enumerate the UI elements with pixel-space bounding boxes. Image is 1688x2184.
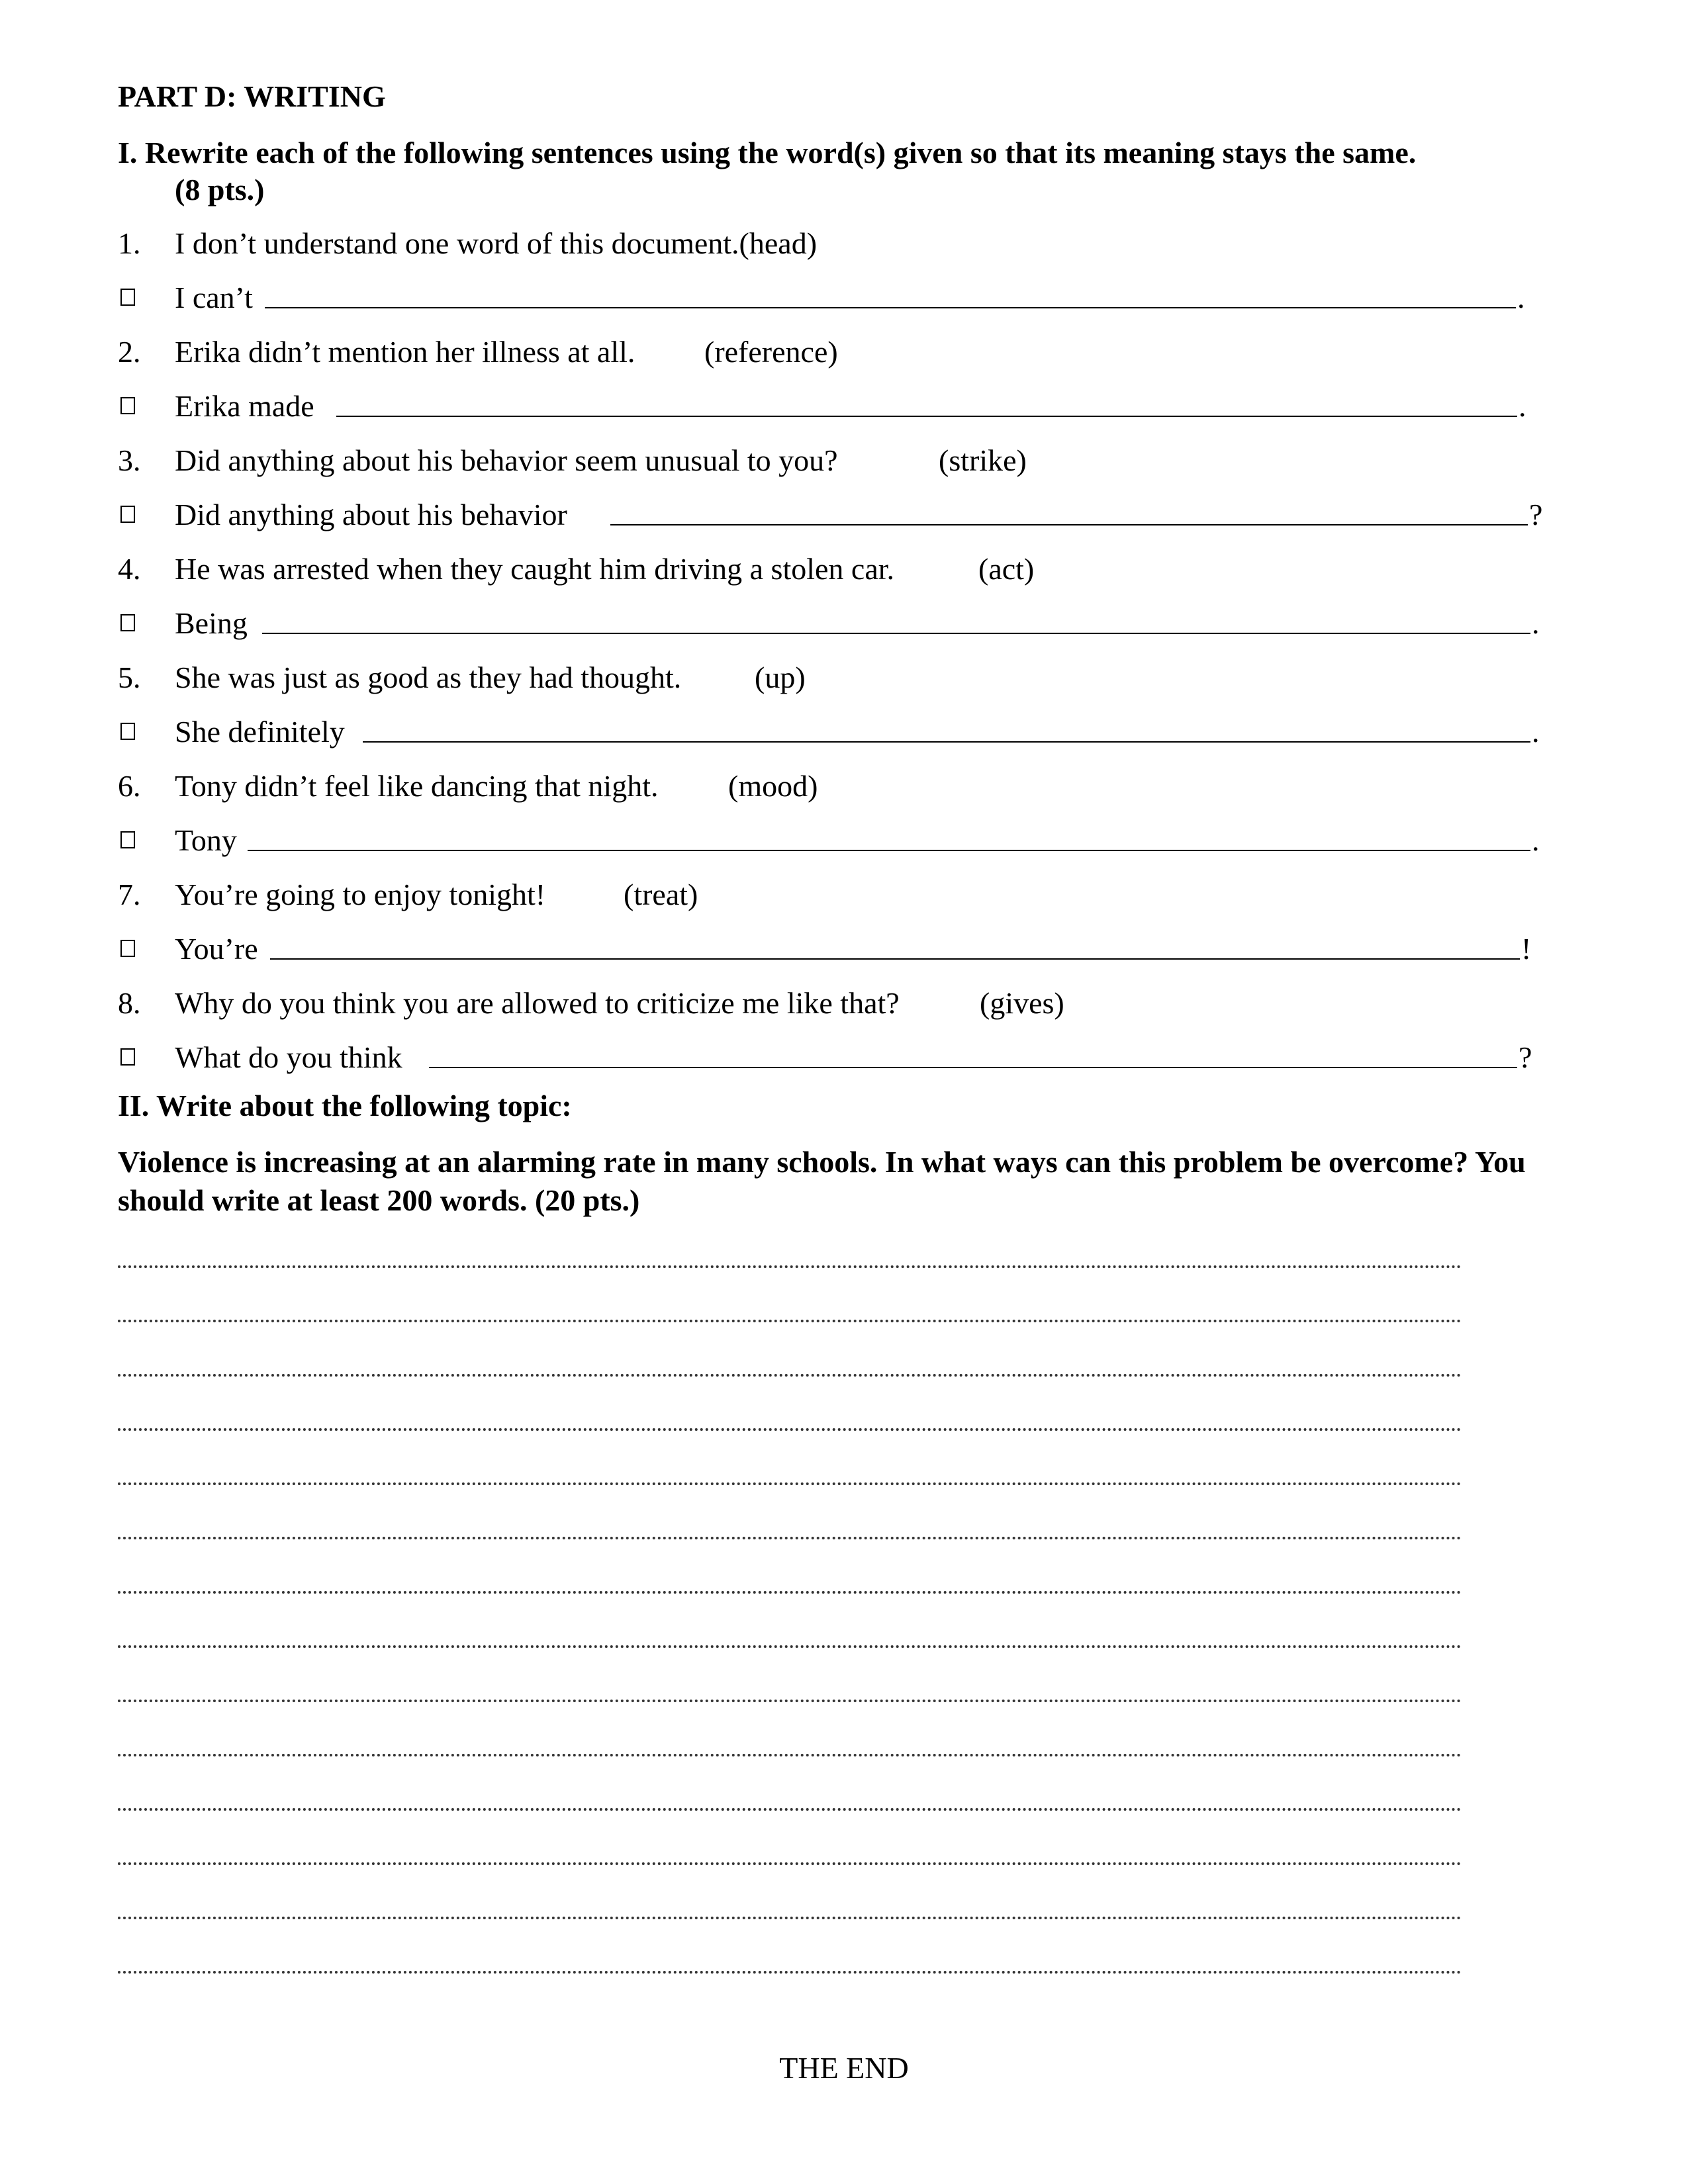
question-number: 7.	[118, 878, 141, 911]
keyword: (strike)	[939, 443, 1027, 477]
writing-line[interactable]	[118, 1700, 1462, 1702]
writing-line[interactable]	[118, 1265, 1462, 1268]
question-sentence: Tony didn’t feel like dancing that night.	[175, 769, 659, 803]
answer-prompt: What do you think	[175, 1040, 402, 1074]
question-sentence: You’re going to enjoy tonight!	[175, 878, 546, 911]
answer-end-punctuation: .	[1517, 281, 1525, 314]
answer-end-punctuation: .	[1519, 389, 1526, 423]
writing-line[interactable]	[118, 1482, 1462, 1485]
writing-line[interactable]	[118, 1320, 1462, 1322]
question-sentence: I don’t understand one word of this document.(head)	[175, 226, 818, 260]
answer-end-punctuation: ?	[1529, 498, 1543, 531]
answer-prompt: She definitely	[175, 715, 345, 749]
section-1-heading	[118, 134, 1587, 206]
section-2-heading: II. Write about the following topic:	[118, 1089, 572, 1122]
checkbox-icon	[120, 723, 135, 740]
keyword: (treat)	[624, 878, 698, 911]
answer-prompt: You’re	[175, 932, 258, 966]
question-number: 2.	[118, 335, 141, 369]
writing-line[interactable]	[118, 1428, 1462, 1431]
writing-line[interactable]	[118, 1917, 1462, 1919]
answer-prompt: Tony	[175, 823, 237, 857]
checkbox-icon	[120, 397, 135, 414]
question-number: 6.	[118, 769, 141, 803]
question-number: 8.	[118, 986, 141, 1020]
keyword: (mood)	[728, 769, 818, 803]
writing-line[interactable]	[118, 1537, 1462, 1539]
checkbox-icon	[120, 289, 135, 306]
writing-line[interactable]	[118, 1971, 1462, 1974]
writing-line[interactable]	[118, 1591, 1462, 1594]
writing-line[interactable]	[118, 1374, 1462, 1377]
section-1-points: (8 pts.)	[175, 173, 265, 206]
checkbox-icon	[120, 1048, 135, 1066]
answer-prompt: I can’t	[175, 281, 253, 314]
answer-end-punctuation: .	[1532, 606, 1540, 640]
answer-blank[interactable]	[610, 524, 1528, 525]
page-title: PART D: WRITING	[118, 79, 386, 113]
checkbox-icon	[120, 614, 135, 631]
checkbox-icon	[120, 506, 135, 523]
answer-blank[interactable]	[262, 633, 1530, 634]
answer-prompt: Erika made	[175, 389, 314, 423]
writing-line[interactable]	[118, 1754, 1462, 1756]
answer-end-punctuation: ?	[1519, 1040, 1532, 1074]
answer-blank[interactable]	[336, 416, 1517, 417]
answer-blank[interactable]	[270, 958, 1520, 960]
answer-end-punctuation: .	[1532, 715, 1540, 749]
keyword: (reference)	[704, 335, 838, 369]
answer-prompt: Did anything about his behavior	[175, 498, 567, 531]
answer-blank[interactable]	[429, 1067, 1517, 1068]
writing-line[interactable]	[118, 1862, 1462, 1865]
question-sentence: Erika didn’t mention her illness at all.	[175, 335, 635, 369]
answer-blank[interactable]	[265, 307, 1516, 308]
the-end-footer: THE END	[779, 2051, 909, 2085]
keyword: (up)	[755, 660, 806, 694]
checkbox-icon	[120, 940, 135, 957]
question-number: 4.	[118, 552, 141, 586]
question-sentence: He was arrested when they caught him driving a stolen car.	[175, 552, 895, 586]
answer-blank[interactable]	[248, 850, 1530, 851]
keyword: (gives)	[980, 986, 1064, 1020]
keyword: (act)	[978, 552, 1035, 586]
question-sentence: She was just as good as they had thought.	[175, 660, 682, 694]
question-sentence: Why do you think you are allowed to criticize me like that?	[175, 986, 900, 1020]
question-number: 3.	[118, 443, 141, 477]
question-number: 5.	[118, 660, 141, 694]
writing-line[interactable]	[118, 1808, 1462, 1811]
question-number: 1.	[118, 226, 141, 260]
section-1-instructions: I. Rewrite each of the following sentences using the word(s) given so that its meaning stays the same.	[118, 136, 1417, 169]
essay-topic: Violence is increasing at an alarming rate in many schools. In what ways can this problem be overcome? You should write at least 200 words. (20 pts.)	[118, 1145, 1526, 1217]
answer-end-punctuation: .	[1532, 823, 1540, 857]
answer-blank[interactable]	[363, 741, 1530, 743]
checkbox-icon	[120, 831, 135, 848]
writing-line[interactable]	[118, 1645, 1462, 1648]
answer-end-punctuation: !	[1521, 932, 1532, 966]
answer-prompt: Being	[175, 606, 248, 640]
question-sentence: Did anything about his behavior seem unusual to you?	[175, 443, 838, 477]
